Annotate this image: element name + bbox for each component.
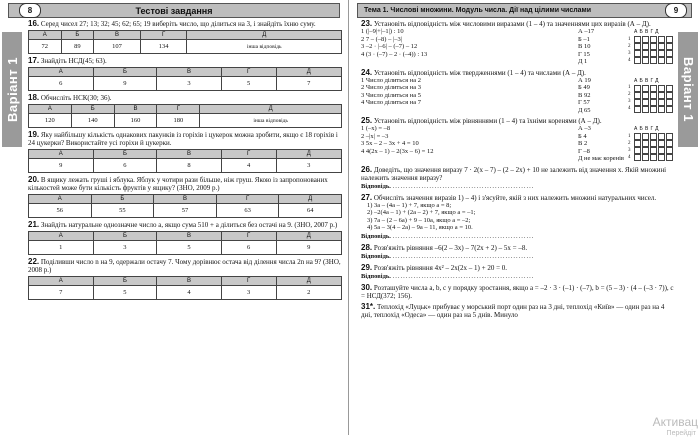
task-number: 23. <box>361 19 373 28</box>
answer-checkbox[interactable] <box>634 154 641 161</box>
matching-right-item: Б –1 <box>578 35 590 43</box>
task-item <box>28 221 342 255</box>
answer-option-letter: Г <box>221 277 276 286</box>
answer-option-cell[interactable]: 160 <box>114 114 157 128</box>
answer-option-letter: Г <box>216 195 279 204</box>
task-question: Доведіть, що значення виразу 7 · 2(x – 7) – (2 – 2x) + 10 не залежить від значення x. Якій множині належить значення виразу? <box>361 165 667 182</box>
task-question: В ящику лежать груші і яблука. Яблук у чотири рази більше, ніж груш. Якою із запропонованих кількостей може бути кількість фруктів у ящику? (ЗНО, 2009 р.) <box>28 176 328 192</box>
answer-checkbox[interactable] <box>650 147 657 154</box>
answer-checkbox[interactable] <box>634 50 641 57</box>
open-task <box>361 284 674 300</box>
task-number: 29. <box>361 262 373 272</box>
answer-option-letter: Д <box>276 277 341 286</box>
matching-right-item: Б 49 <box>578 84 590 91</box>
answer-option-cell[interactable]: 72 <box>29 40 62 54</box>
answer-checkbox[interactable] <box>634 85 641 92</box>
matching-row <box>361 125 674 163</box>
matching-right-item: Г 15 <box>578 50 590 58</box>
answer-option-cell[interactable]: інша відповідь <box>187 40 342 54</box>
answer-checkbox[interactable] <box>650 106 657 113</box>
task-text <box>361 20 674 28</box>
answer-option-letter: Д <box>187 31 342 40</box>
task-number: 16. <box>28 19 40 28</box>
answer-grid-header: АБВГД <box>634 29 661 35</box>
answer-checkbox[interactable] <box>642 57 649 64</box>
answer-line[interactable] <box>361 183 674 191</box>
answer-option-cell[interactable]: 55 <box>91 204 154 218</box>
answer-checkbox[interactable] <box>650 57 657 64</box>
answer-grid-row <box>628 133 674 140</box>
answer-checkbox[interactable] <box>642 133 649 140</box>
task-number: 28. <box>361 242 373 252</box>
matching-right-item: Г –8 <box>578 147 590 155</box>
answer-label: Відповідь. <box>361 182 391 190</box>
answer-checkbox[interactable] <box>634 36 641 43</box>
page-title: Тема 1. Числові множини. Модуль числа. Дії над цілими числами <box>364 7 592 14</box>
answer-checkbox[interactable] <box>650 99 657 106</box>
answer-dots: ...................................................... <box>392 252 535 260</box>
task-item <box>28 20 342 54</box>
task-number: 27. <box>361 192 373 202</box>
answer-checkbox[interactable] <box>666 147 673 154</box>
answer-checkbox[interactable] <box>642 50 649 57</box>
task-number: 22. <box>28 257 40 266</box>
matching-right-item: Д не має коренів <box>578 155 624 162</box>
task-text <box>361 166 674 182</box>
matching-left-item: 4 4(2x – 1) – 2(3x – 6) = 12 <box>361 147 434 155</box>
task-text <box>361 284 674 300</box>
answer-option-letter: Г <box>221 68 276 77</box>
answer-option-letter: Б <box>93 68 157 77</box>
answer-dots: ...................................................... <box>392 272 535 280</box>
answer-option-letter: Г <box>140 31 187 40</box>
answer-option-letter: Д <box>276 68 341 77</box>
answer-grid-row <box>628 154 674 161</box>
task-subitem: 3) 7a – (2 – 6a) + 9 – 10a, якщо a = –2; <box>367 216 471 224</box>
answer-checkbox[interactable] <box>634 140 641 147</box>
answer-table <box>28 276 342 300</box>
answer-option-letter: А <box>29 277 94 286</box>
answer-dots: ...................................................... <box>392 232 535 240</box>
matching-left-item: 2 Число ділиться на 3 <box>361 84 421 91</box>
task-number: 25. <box>361 116 373 125</box>
answer-checkbox[interactable] <box>650 154 657 161</box>
matching-right-item: Д 1 <box>578 58 588 65</box>
answer-checkbox[interactable] <box>650 85 657 92</box>
task-question: Розв'яжіть рівняння 4x² – 2x(2x – 1) + 20 = 0. <box>373 263 508 272</box>
matching-task <box>361 20 674 66</box>
activation-watermark: Активац <box>652 415 698 429</box>
task-text <box>361 194 674 202</box>
answer-grid-row-number: 4 <box>628 57 631 63</box>
matching-right-item: В 92 <box>578 91 591 99</box>
left-page <box>0 0 349 435</box>
answer-checkbox[interactable] <box>666 36 673 43</box>
answer-option-cell[interactable]: 7 <box>29 286 94 300</box>
answer-option-cell[interactable]: 1 <box>29 241 94 255</box>
matching-right-list <box>578 28 624 66</box>
answer-option-letter: А <box>29 31 62 40</box>
answer-label: Відповідь. <box>361 272 391 280</box>
task-subitem: 1) 3a – (4a – 1) + 7, якщо a = 8; <box>367 201 452 209</box>
answer-grid-row <box>628 43 674 50</box>
answer-option-cell[interactable]: 120 <box>29 114 72 128</box>
answer-table <box>28 194 342 218</box>
answer-option-cell[interactable]: 63 <box>216 204 279 218</box>
matching-left-item: 3 –2 · |–6| – (–7) – 12 <box>361 43 418 50</box>
answer-option-cell[interactable]: 6 <box>221 241 276 255</box>
task-text <box>28 176 342 192</box>
answer-checkbox[interactable] <box>634 147 641 154</box>
matching-right-item: Г 57 <box>578 99 590 106</box>
matching-left-list <box>361 28 578 66</box>
task-question: Серед чисел 27; 13; 32; 45; 62; 65; 19 виберіть число, що ділиться на 3, і знайдіть їхню суму. <box>40 20 316 28</box>
variant-side-tab: Варіант 1 <box>678 32 698 147</box>
answer-checkbox[interactable] <box>634 106 641 113</box>
answer-checkbox[interactable] <box>666 43 673 50</box>
task-question: Поділивши число n на 9, одержали остачу 7. Чому дорівнює остача від ділення числа 2n на 9? (ЗНО, 2008 р.) <box>28 258 341 274</box>
answer-option-cell[interactable]: 2 <box>276 286 341 300</box>
task-number: 21. <box>28 220 40 229</box>
answer-option-cell[interactable]: 4 <box>157 286 222 300</box>
answer-checkbox[interactable] <box>658 133 665 140</box>
task-question: Розв'яжіть рівняння –6(2 – 3x) – 7(2x + 2) – 5x = –8. <box>373 243 528 252</box>
matching-right-list <box>578 77 624 115</box>
answer-line[interactable] <box>361 273 674 281</box>
answer-option-cell[interactable]: 3 <box>276 159 341 173</box>
answer-option-letter: В <box>154 195 217 204</box>
answer-grid-row <box>628 140 674 147</box>
answer-grid-row-number: 4 <box>628 154 631 160</box>
answer-checkbox[interactable] <box>658 57 665 64</box>
answer-option-letter: Д <box>276 232 341 241</box>
answer-grid-row <box>628 92 674 99</box>
answer-grid-header: АБВГД <box>634 126 661 132</box>
task-item <box>28 94 342 128</box>
task-question: Знайдіть натуральне однозначне число a, якщо сума 510 + a ділиться без остачі на 9. (ЗНО, 2007 р.) <box>40 221 338 229</box>
answer-checkbox[interactable] <box>666 57 673 64</box>
matching-right-item: В 2 <box>578 140 588 147</box>
open-task <box>361 303 674 319</box>
task-question: Установіть відповідність між твердженнями (1 – 4) та числами (А – Д). <box>373 68 586 77</box>
answer-grid[interactable] <box>628 77 674 115</box>
answer-checkbox[interactable] <box>658 92 665 99</box>
answer-checkbox[interactable] <box>666 85 673 92</box>
answer-checkbox[interactable] <box>650 140 657 147</box>
variant-side-tab: Варіант 1 <box>2 32 22 147</box>
answer-checkbox[interactable] <box>642 140 649 147</box>
answer-option-letter: Б <box>93 232 157 241</box>
task-text <box>361 303 674 319</box>
answer-option-cell[interactable]: інша відповідь <box>200 114 342 128</box>
answer-line[interactable] <box>361 233 674 241</box>
task-item <box>28 57 342 91</box>
task-text <box>28 221 342 229</box>
answer-checkbox[interactable] <box>634 99 641 106</box>
task-text <box>28 258 342 274</box>
page-header <box>8 3 340 18</box>
answer-grid[interactable] <box>628 28 674 66</box>
answer-option-letter: В <box>157 232 222 241</box>
answer-option-letter: Б <box>61 31 94 40</box>
answer-option-letter: Д <box>279 195 342 204</box>
answer-checkbox[interactable] <box>634 92 641 99</box>
answer-option-cell[interactable]: 107 <box>94 40 141 54</box>
task-text <box>28 94 342 102</box>
answer-checkbox[interactable] <box>642 99 649 106</box>
task-number: 18. <box>28 93 40 102</box>
task-text <box>361 69 674 77</box>
matching-right-item: А –3 <box>578 125 591 132</box>
task-number: 20. <box>28 175 40 184</box>
answer-checkbox[interactable] <box>666 133 673 140</box>
answer-checkbox[interactable] <box>642 154 649 161</box>
matching-left-item: 2 7 – (–8) – |–3| <box>361 35 403 43</box>
task-text <box>28 20 342 28</box>
answer-option-letter: В <box>157 277 222 286</box>
open-task <box>361 166 674 191</box>
answer-option-cell[interactable]: 3 <box>93 241 157 255</box>
answer-table <box>28 149 342 173</box>
task-text <box>361 117 674 125</box>
matching-row <box>361 77 674 115</box>
answer-grid-row-number: 2 <box>628 140 631 146</box>
answer-checkbox[interactable] <box>642 106 649 113</box>
answer-label: Відповідь. <box>361 232 391 240</box>
answer-option-letter: В <box>94 31 141 40</box>
task-question: Установіть відповідність між числовими виразами (1 – 4) та значеннями цих виразів (А – Д). <box>373 20 651 28</box>
answer-grid[interactable] <box>628 125 674 163</box>
task-question: Обчисліть НСК(30; 36). <box>40 94 112 102</box>
answer-option-cell[interactable]: 134 <box>140 40 187 54</box>
answer-option-letter: В <box>157 68 222 77</box>
answer-grid-row <box>628 57 674 64</box>
task-question: Яку найбільшу кількість однакових пакунків із горіхів і цукерок можна зробити, якщо є 18 горіхів і 24 цукерки? Використайте усі горіхи й цукерки. <box>28 131 338 147</box>
answer-checkbox[interactable] <box>658 147 665 154</box>
answer-checkbox[interactable] <box>642 43 649 50</box>
page-header <box>357 3 692 18</box>
answer-option-letter: Б <box>93 277 157 286</box>
answer-option-cell[interactable]: 7 <box>276 77 341 91</box>
task-text <box>28 131 342 147</box>
matching-left-item: 3 5x – 2 – 3x + 4 = 10 <box>361 140 419 147</box>
answer-checkbox[interactable] <box>634 43 641 50</box>
answer-option-cell[interactable]: 3 <box>157 77 222 91</box>
answer-grid-row-number: 3 <box>628 99 631 104</box>
answer-checkbox[interactable] <box>642 147 649 154</box>
answer-table <box>28 67 342 91</box>
task-question: Розташуйте числа a, b, c у порядку зростання, якщо a = –2 · 3 · (–1) · (–7), b = (5 – 3) · (4 – (–3 · 7)), c = НСД(372; 156). <box>361 283 674 300</box>
answer-option-cell[interactable]: 6 <box>93 159 157 173</box>
answer-option-cell[interactable]: 9 <box>29 159 94 173</box>
left-column <box>28 20 342 303</box>
answer-option-letter: А <box>29 232 94 241</box>
task-subitem: 4) 5a – 3(4 – 2a) – 9a – 11, якщо a = 10. <box>367 224 473 231</box>
task-number: 19. <box>28 130 40 139</box>
answer-option-cell[interactable]: 89 <box>61 40 94 54</box>
answer-option-cell[interactable]: 9 <box>276 241 341 255</box>
right-column <box>361 20 674 322</box>
answer-option-letter: А <box>29 150 94 159</box>
answer-grid-row-number: 2 <box>628 43 631 49</box>
matching-right-item: Б 4 <box>578 132 587 140</box>
answer-checkbox[interactable] <box>650 50 657 57</box>
answer-checkbox[interactable] <box>634 57 641 64</box>
answer-grid-row-number: 4 <box>628 106 631 111</box>
answer-option-cell[interactable]: 6 <box>29 77 94 91</box>
answer-option-cell[interactable]: 8 <box>157 159 222 173</box>
task-question: Теплохід «Луцьк» прибуває у морський порт один раз на 3 дні, теплохід «Київ» — один раз на 4 дні, теплохід «Одеса» — один раз на 5 днів. Минуло <box>361 302 665 319</box>
answer-table <box>28 30 342 54</box>
answer-dots: ...................................................... <box>392 182 535 190</box>
answer-option-letter: Б <box>93 150 157 159</box>
task-number: 26. <box>361 164 373 174</box>
task-question: Знайдіть НСД(45; 63). <box>40 57 107 65</box>
matching-left-item: 1 (|–9|+|–1|) : 10 <box>361 28 404 35</box>
answer-checkbox[interactable] <box>666 99 673 106</box>
matching-task <box>361 117 674 163</box>
answer-grid-row-number: 3 <box>628 50 631 56</box>
answer-option-cell[interactable]: 3 <box>221 286 276 300</box>
page-title: Тестові завдання <box>135 5 213 16</box>
matching-left-list <box>361 77 578 115</box>
answer-checkbox[interactable] <box>666 92 673 99</box>
answer-checkbox[interactable] <box>658 154 665 161</box>
matching-left-item: 2 –|x| = –3 <box>361 132 389 140</box>
answer-label: Відповідь. <box>361 252 391 260</box>
task-number: 24. <box>361 67 373 77</box>
open-task <box>361 244 674 261</box>
answer-table <box>28 231 342 255</box>
answer-grid-row <box>628 147 674 154</box>
matching-left-item: 1 (–x) = –8 <box>361 125 391 132</box>
task-item <box>28 258 342 300</box>
answer-option-letter: Б <box>91 195 154 204</box>
answer-grid-row <box>628 99 674 106</box>
matching-task <box>361 69 674 115</box>
answer-option-cell[interactable]: 140 <box>71 114 114 128</box>
answer-checkbox[interactable] <box>658 85 665 92</box>
matching-right-item: А –17 <box>578 28 595 35</box>
matching-left-list <box>361 125 578 163</box>
answer-checkbox[interactable] <box>658 50 665 57</box>
answer-checkbox[interactable] <box>642 92 649 99</box>
answer-option-cell[interactable]: 5 <box>93 286 157 300</box>
answer-checkbox[interactable] <box>658 99 665 106</box>
task-number: 31*. <box>361 301 376 311</box>
answer-checkbox[interactable] <box>666 50 673 57</box>
answer-grid-row <box>628 36 674 43</box>
answer-grid-row <box>628 85 674 92</box>
answer-option-letter: А <box>29 68 94 77</box>
answer-option-letter: Г <box>221 232 276 241</box>
answer-line[interactable] <box>361 253 674 261</box>
answer-checkbox[interactable] <box>650 133 657 140</box>
page-number: 8 <box>19 3 41 18</box>
matching-right-list <box>578 125 624 163</box>
answer-table <box>28 104 342 128</box>
answer-checkbox[interactable] <box>642 85 649 92</box>
matching-left-item: 4 Число ділиться на 7 <box>361 99 421 106</box>
task-number: 30. <box>361 282 373 292</box>
matching-left-item: 4 (3 · (–7) – 2 · (–4)) : 13 <box>361 50 428 58</box>
answer-option-cell[interactable]: 4 <box>221 159 276 173</box>
matching-right-item: А 19 <box>578 76 591 84</box>
matching-right-item: Д 65 <box>578 106 591 114</box>
answer-checkbox[interactable] <box>650 36 657 43</box>
answer-option-cell[interactable]: 56 <box>29 204 92 218</box>
answer-checkbox[interactable] <box>650 43 657 50</box>
answer-grid-row <box>628 50 674 57</box>
answer-option-cell[interactable]: 5 <box>157 241 222 255</box>
answer-option-letter: Д <box>276 150 341 159</box>
answer-grid-row-number: 2 <box>628 92 631 97</box>
task-text <box>361 244 674 252</box>
answer-option-cell[interactable]: 180 <box>157 114 200 128</box>
answer-checkbox[interactable] <box>658 43 665 50</box>
open-task <box>361 194 674 241</box>
answer-option-letter: Г <box>221 150 276 159</box>
answer-option-cell[interactable]: 5 <box>221 77 276 91</box>
answer-option-letter: Б <box>71 105 114 114</box>
task-question: Установіть відповідність між рівняннями (1 – 4) та їхніми коренями (А – Д). <box>373 117 602 125</box>
answer-grid-row-number: 3 <box>628 147 631 153</box>
answer-checkbox[interactable] <box>666 154 673 161</box>
page-number: 9 <box>665 3 687 18</box>
answer-checkbox[interactable] <box>658 140 665 147</box>
answer-checkbox[interactable] <box>650 92 657 99</box>
answer-checkbox[interactable] <box>658 106 665 113</box>
answer-checkbox[interactable] <box>634 133 641 140</box>
matching-left-item: 1 Число ділиться на 2 <box>361 76 421 84</box>
answer-checkbox[interactable] <box>642 36 649 43</box>
answer-checkbox[interactable] <box>666 140 673 147</box>
answer-checkbox[interactable] <box>666 106 673 113</box>
answer-option-cell[interactable]: 57 <box>154 204 217 218</box>
answer-grid-row <box>628 106 674 113</box>
answer-option-letter: А <box>29 105 72 114</box>
task-text <box>361 264 674 272</box>
task-item <box>28 176 342 218</box>
task-text <box>28 57 342 65</box>
matching-left-item: 3 Число ділиться на 5 <box>361 91 421 99</box>
task-item <box>28 131 342 173</box>
answer-option-cell[interactable]: 64 <box>279 204 342 218</box>
open-task <box>361 264 674 281</box>
answer-option-letter: А <box>29 195 92 204</box>
matching-row <box>361 28 674 66</box>
task-number: 17. <box>28 56 40 65</box>
answer-option-letter: Г <box>157 105 200 114</box>
task-subitem: 2) –2(4a – 1) + (2a – 2) + 7, якщо a = –1; <box>367 209 476 216</box>
answer-option-letter: Д <box>200 105 342 114</box>
answer-grid-row-number: 1 <box>628 85 631 90</box>
task-question: Обчисліть значення виразів 1) – 4) і з'ясуйте, якій з них належить множині натуральних чисел. <box>373 193 657 202</box>
answer-grid-row-number: 1 <box>628 36 631 42</box>
answer-option-cell[interactable]: 9 <box>93 77 157 91</box>
activation-watermark-sub: Перейдіт <box>666 430 696 437</box>
answer-option-letter: В <box>157 150 222 159</box>
answer-grid-row-number: 1 <box>628 133 631 139</box>
answer-checkbox[interactable] <box>658 36 665 43</box>
answer-option-letter: В <box>114 105 157 114</box>
right-page <box>349 0 700 435</box>
matching-right-item: В 10 <box>578 43 591 50</box>
answer-grid-header: АБВГД <box>634 77 661 84</box>
